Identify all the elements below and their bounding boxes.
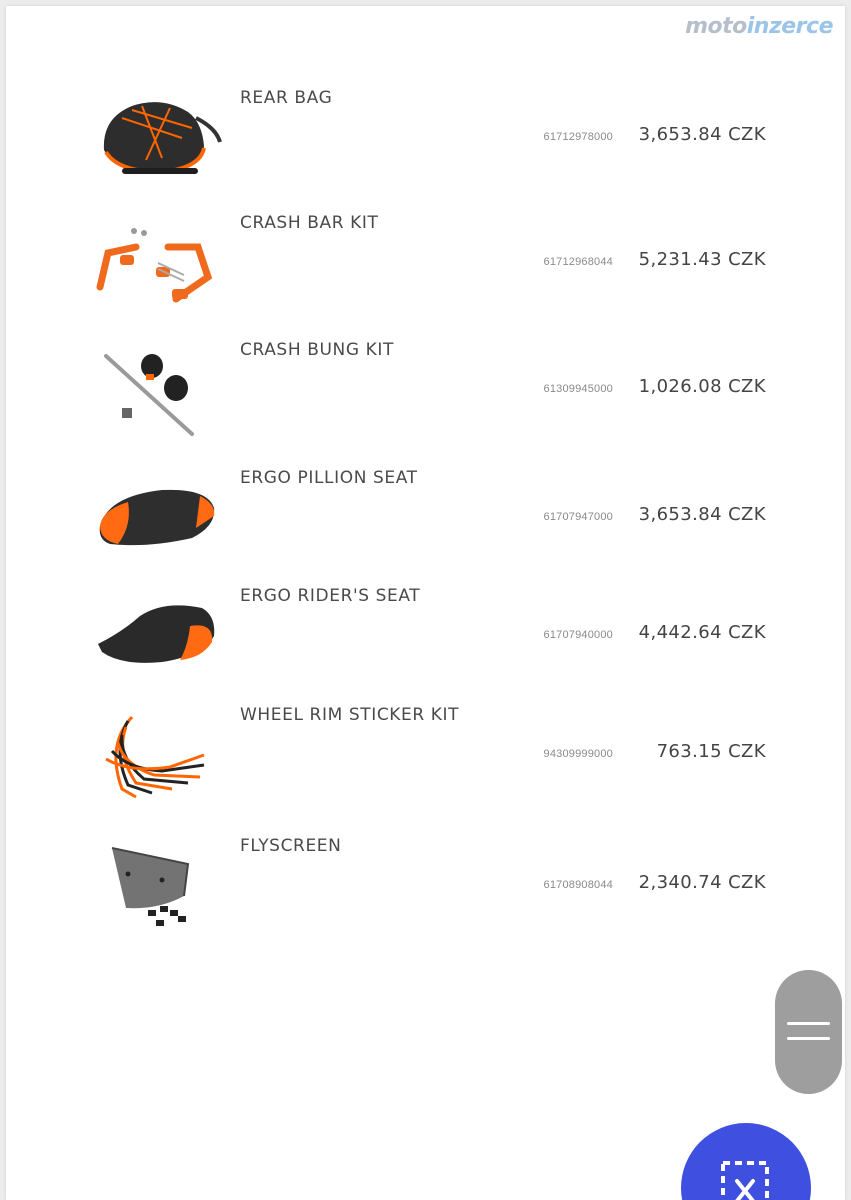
item-name[interactable]: ERGO PILLION SEAT [240, 468, 418, 488]
item-name[interactable]: WHEEL RIM STICKER KIT [240, 705, 460, 725]
item-price: 3,653.84 CZK [638, 124, 766, 145]
item-price: 4,442.64 CZK [638, 622, 766, 643]
item-price: 1,026.08 CZK [638, 376, 766, 397]
item-code: 61707947000 [543, 511, 613, 523]
product-list-page [6, 6, 845, 1200]
item-name[interactable]: CRASH BAR KIT [240, 213, 379, 233]
crash-bung-icon [92, 340, 222, 450]
list-item[interactable] [6, 705, 845, 825]
item-price: 5,231.43 CZK [638, 249, 766, 270]
item-name[interactable]: REAR BAG [240, 88, 333, 108]
item-name[interactable]: FLYSCREEN [240, 836, 342, 856]
item-code: 61708908044 [543, 879, 613, 891]
list-item[interactable] [6, 468, 845, 588]
pillion-seat-icon [92, 468, 222, 578]
item-name[interactable]: CRASH BUNG KIT [240, 340, 394, 360]
item-price: 3,653.84 CZK [638, 504, 766, 525]
list-item[interactable] [6, 88, 845, 208]
item-code: 61712978000 [543, 131, 613, 143]
item-code: 94309999000 [543, 748, 613, 760]
flyscreen-icon [92, 836, 222, 946]
rim-sticker-icon [92, 705, 222, 815]
item-name[interactable]: ERGO RIDER'S SEAT [240, 586, 421, 606]
list-item[interactable] [6, 836, 845, 956]
list-item[interactable] [6, 213, 845, 333]
crop-fab-button[interactable] [681, 1123, 811, 1200]
list-item[interactable] [6, 586, 845, 706]
crash-bar-icon [92, 213, 222, 323]
rear-bag-icon [92, 88, 222, 198]
item-code: 61309945000 [543, 383, 613, 395]
item-price: 763.15 CZK [656, 741, 766, 762]
item-code: 61707940000 [543, 629, 613, 641]
watermark-logo: motoinzerce [685, 14, 833, 39]
menu-handle-button[interactable] [775, 970, 842, 1094]
rider-seat-icon [92, 586, 222, 696]
list-item[interactable] [6, 340, 845, 460]
item-code: 61712968044 [543, 256, 613, 268]
crop-icon [717, 1157, 773, 1200]
item-price: 2,340.74 CZK [638, 872, 766, 893]
